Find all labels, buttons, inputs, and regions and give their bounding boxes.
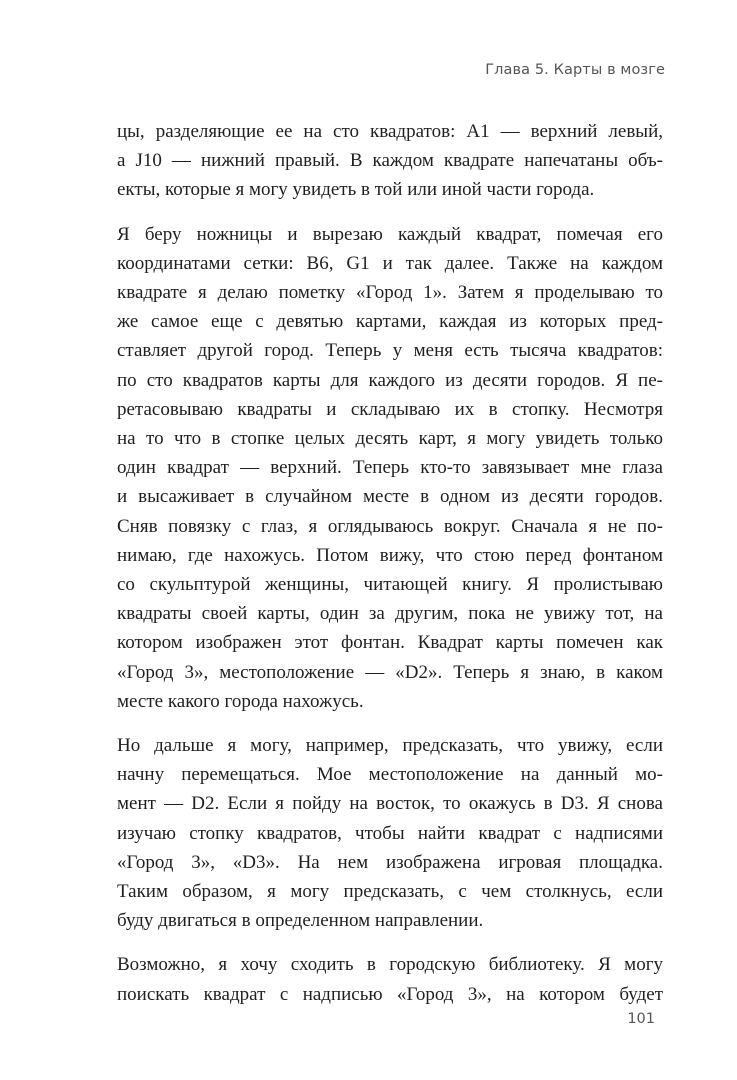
text-line: квадрате я делаю пометку «Город 1». Затем я проделываю то <box>117 282 663 304</box>
paragraph-2 <box>117 220 663 716</box>
text-line: со скульптурой женщины, читающей книгу. Я пролистываю <box>117 574 663 596</box>
chapter-header: Глава 5. Карты в мозге <box>485 62 665 78</box>
text-line: ставляет другой город. Теперь у меня есть тысяча квадратов: <box>117 340 663 362</box>
text-line: буду двигаться в определенном направлении. <box>117 910 484 932</box>
text-line: Но дальше я могу, например, предсказать, что увижу, если <box>117 735 663 757</box>
text-line: а J10 — нижний правый. В каждом квадрате напечатаны объ- <box>117 150 663 172</box>
paragraph-4 <box>117 950 663 1008</box>
text-line: нимаю, где нахожусь. Потом вижу, что стою перед фонтаном <box>117 544 663 566</box>
text-line: же самое еще с девятью картами, каждая из которых пред- <box>117 311 663 333</box>
paragraph-3 <box>117 731 663 935</box>
text-line: Таким образом, я могу предсказать, с чем столкнусь, если <box>117 881 663 903</box>
text-line: цы, разделяющие ее на сто квадратов: A1 — верхний левый, <box>117 121 663 142</box>
text-line: месте какого города нахожусь. <box>117 690 364 712</box>
text-line: один квадрат — верхний. Теперь кто-то завязывает мне глаза <box>117 457 663 479</box>
text-line: екты, которые я могу увидеть в той или иной части города. <box>117 179 595 201</box>
page-number: 101 <box>627 1011 655 1027</box>
text-line: Я беру ножницы и вырезаю каждый квадрат, помечая его <box>117 223 663 245</box>
text-line: «Город 3», «D3». На нем изображена игровая площадка. <box>117 851 663 873</box>
text-line: мент — D2. Если я пойду на восток, то окажусь в D3. Я снова <box>117 793 663 815</box>
text-line: координатами сетки: B6, G1 и так далее. Также на каждом <box>117 252 663 274</box>
text-line: котором изображен этот фонтан. Квадрат карты помечен как <box>117 632 663 654</box>
text-line: поискать квадрат с надписью «Город 3», на котором будет <box>117 983 663 1005</box>
text-line: на то что в стопке целых десять карт, я могу увидеть только <box>117 428 663 450</box>
text-line: изучаю стопку квадратов, чтобы найти квадрат с надписями <box>117 822 663 844</box>
body-text <box>117 117 663 1024</box>
text-line: и высаживает в случайном месте в одном из десяти городов. <box>117 486 663 508</box>
text-line: ретасовываю квадраты и складываю их в стопку. Несмотря <box>117 398 663 420</box>
text-line: квадраты своей карты, один за другим, пока не увижу тот, на <box>117 603 663 625</box>
text-line: начну перемещаться. Мое местоположение на данный мо- <box>117 764 663 786</box>
paragraph-1 <box>117 117 663 205</box>
text-line: «Город 3», местоположение — «D2». Теперь я знаю, в каком <box>117 661 663 683</box>
text-line: по сто квадратов карты для каждого из десяти городов. Я пе- <box>117 369 663 391</box>
text-line: Сняв повязку с глаз, я оглядываюсь вокруг. Сначала я не по- <box>117 515 663 537</box>
text-line: Возможно, я хочу сходить в городскую библиотеку. Я могу <box>117 954 663 976</box>
